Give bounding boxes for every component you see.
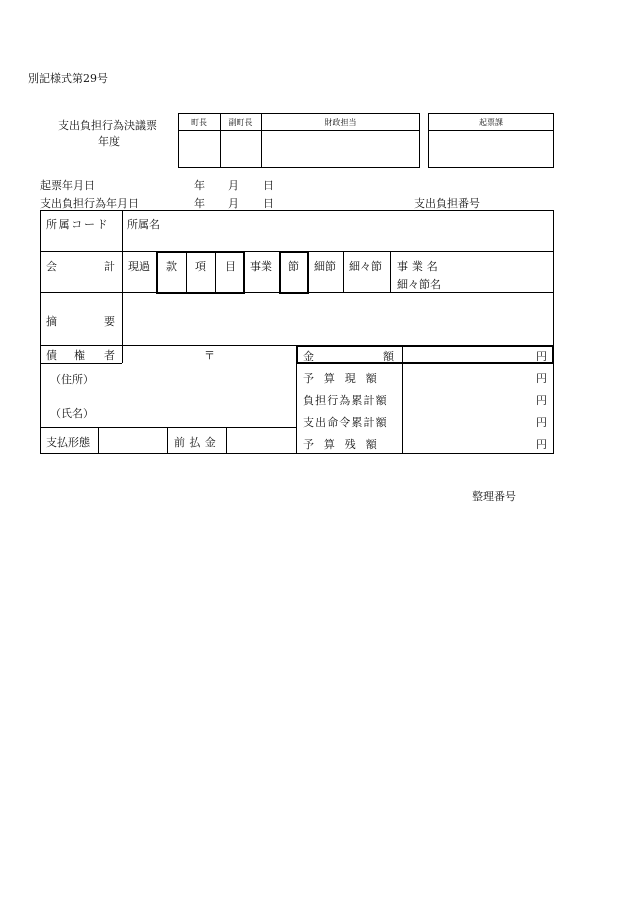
summary-label-2: 要	[104, 315, 115, 328]
name-label: （氏名）	[50, 407, 94, 420]
form-id: 別記様式第29号	[28, 72, 108, 85]
commit-total-yen: 円	[536, 394, 547, 407]
form-title: 支出負担行為決議票	[58, 119, 157, 132]
issue-month-label: 月	[228, 179, 239, 192]
order-total-yen: 円	[536, 416, 547, 429]
current-past-label: 現過	[128, 260, 150, 273]
budget-remaining-label: 予算残額	[303, 438, 387, 451]
creditor-label-3: 者	[104, 349, 115, 362]
ref-number-label: 整理番号	[472, 490, 516, 503]
dept-code-label: 所属コード	[46, 218, 110, 231]
advance-label: 前払金	[174, 436, 221, 449]
issue-date-label: 起票年月日	[40, 179, 95, 192]
moku-label: 目	[225, 260, 236, 273]
commit-year-label: 年	[194, 197, 205, 210]
kou-label: 項	[195, 260, 206, 273]
amount-label-2: 額	[383, 350, 394, 363]
creditor-label-1: 債	[46, 349, 57, 362]
budget-remaining-yen: 円	[536, 438, 547, 451]
summary-label-1: 摘	[46, 315, 57, 328]
saisetsu-label: 細節	[314, 260, 336, 273]
origin-dept-stamp[interactable]	[429, 131, 553, 168]
fiscal-year-label: 年度	[98, 135, 120, 148]
account-label-2: 計	[104, 260, 115, 273]
kan-label: 款	[166, 260, 177, 273]
creditor-label-2: 権	[74, 349, 85, 362]
approval-chief-stamp[interactable]	[180, 131, 220, 168]
commit-date-label: 支出負担行為年月日	[40, 197, 139, 210]
jigyo-name-label: 事業名	[397, 260, 442, 273]
approval-vice-chief-stamp[interactable]	[221, 131, 261, 168]
saisai-name-label: 細々節名	[397, 278, 441, 291]
setsu-label: 節	[288, 260, 299, 273]
issue-year-label: 年	[194, 179, 205, 192]
issue-day-label: 日	[263, 179, 274, 192]
approval-vice-chief-label: 副町長	[228, 118, 253, 127]
amount-yen: 円	[536, 350, 547, 363]
commit-day-label: 日	[263, 197, 274, 210]
budget-current-label: 予算現額	[303, 372, 387, 385]
budget-current-yen: 円	[536, 372, 547, 385]
address-label: （住所）	[50, 373, 94, 386]
jigyo-label: 事業	[250, 260, 272, 273]
payment-form-field[interactable]	[100, 429, 166, 453]
approval-chief-label: 町長	[191, 118, 207, 127]
approval-finance-stamp[interactable]	[262, 131, 420, 168]
commit-total-label: 負担行為累計額	[303, 394, 388, 407]
origin-dept-label: 起票課	[479, 118, 503, 127]
advance-field[interactable]	[228, 429, 295, 453]
commit-number-label: 支出負担番号	[414, 197, 480, 210]
dept-name-label: 所属名	[127, 218, 160, 231]
approval-finance-label: 財政担当	[324, 118, 357, 127]
postal-mark: 〒	[204, 349, 215, 362]
account-label-1: 会	[46, 260, 57, 273]
payment-form-label: 支払形態	[46, 436, 90, 449]
saisaisetsu-label: 細々節	[349, 260, 382, 273]
order-total-label: 支出命令累計額	[303, 416, 388, 429]
amount-field[interactable]	[404, 347, 532, 362]
amount-label-1: 金	[303, 350, 314, 363]
commit-month-label: 月	[228, 197, 239, 210]
summary-field[interactable]	[124, 294, 553, 344]
